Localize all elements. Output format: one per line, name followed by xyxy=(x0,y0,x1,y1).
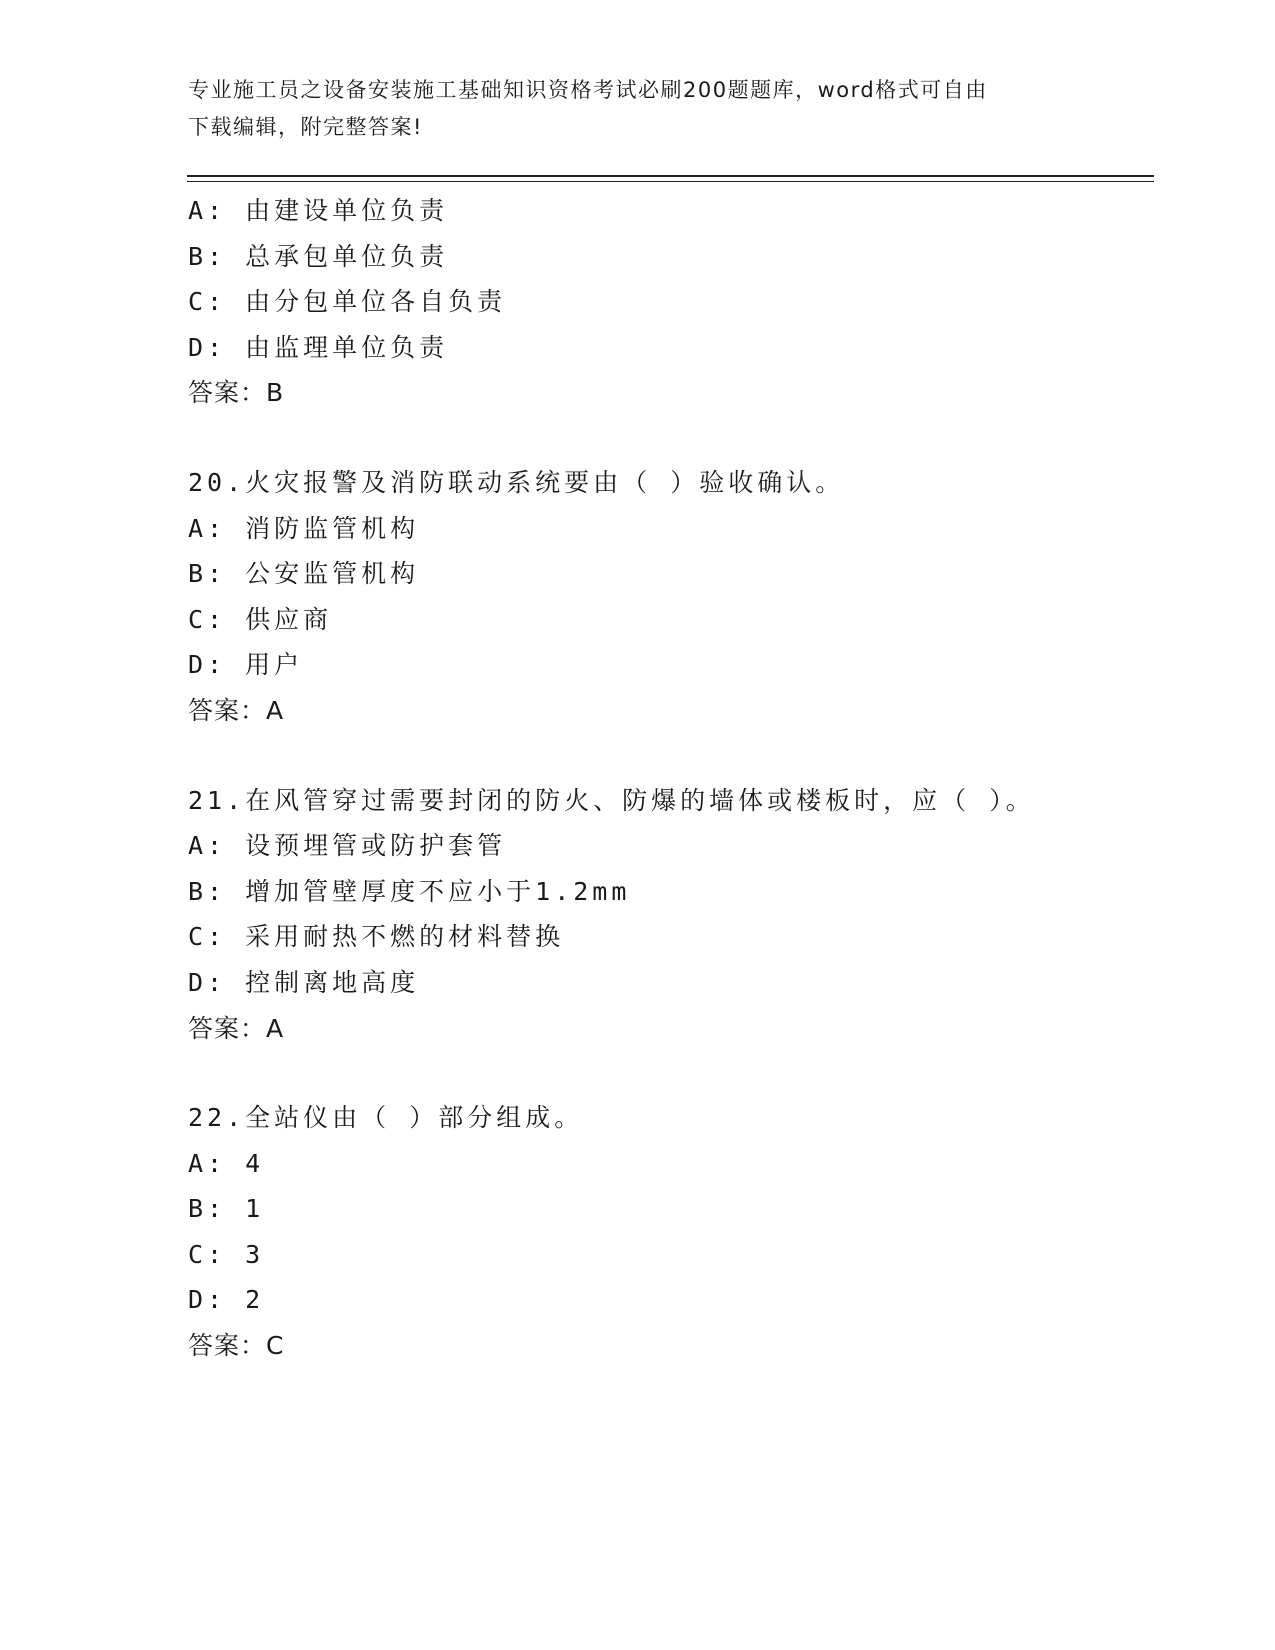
spacer xyxy=(188,734,1154,778)
question-19-block xyxy=(188,188,1154,416)
header-divider-thin xyxy=(187,181,1154,182)
header-line-2: 下载编辑，附完整答案! xyxy=(188,115,423,139)
option-d: D: 2 xyxy=(188,1285,265,1315)
option-c: C: 采用耐热不燃的材料替换 xyxy=(188,922,565,952)
question-22-block xyxy=(188,1095,1154,1369)
option-b: B: 1 xyxy=(188,1194,265,1224)
question-text: 20.火灾报警及消防联动系统要由（ ）验收确认。 xyxy=(188,467,845,497)
spacer xyxy=(188,1051,1154,1095)
option-a: A: 消防监管机构 xyxy=(188,513,420,543)
question-list xyxy=(188,188,1154,1369)
answer: 答案：A xyxy=(188,695,285,725)
option-c: C: 供应商 xyxy=(188,604,333,634)
header-divider-thick xyxy=(187,175,1154,177)
option-a: A: 由建设单位负责 xyxy=(188,196,449,225)
header-line-1: 专业施工员之设备安装施工基础知识资格考试必刷200题题库，word格式可自由 xyxy=(188,78,988,102)
question-text: 22.全站仪由（ ）部分组成。 xyxy=(188,1103,584,1133)
answer: 答案：B xyxy=(188,378,285,408)
option-b: B: 增加管壁厚度不应小于1.2mm xyxy=(188,876,631,906)
option-d: D: 用户 xyxy=(188,650,304,680)
document-header xyxy=(188,72,1078,146)
option-d: D: 控制离地高度 xyxy=(188,967,420,997)
answer: 答案：A xyxy=(188,1013,285,1043)
spacer xyxy=(188,416,1154,460)
option-c: C: 由分包单位各自负责 xyxy=(188,287,507,317)
option-b: B: 总承包单位负责 xyxy=(188,241,449,271)
option-d: D: 由监理单位负责 xyxy=(188,332,449,362)
option-b: B: 公安监管机构 xyxy=(188,559,420,589)
option-a: A: 设预埋管或防护套管 xyxy=(188,831,507,861)
question-21-block xyxy=(188,778,1154,1052)
answer: 答案：C xyxy=(188,1331,285,1361)
question-text: 21.在风管穿过需要封闭的防火、防爆的墙体或楼板时，应（ ）。 xyxy=(188,785,1035,815)
question-20-block xyxy=(188,460,1154,734)
option-a: A: 4 xyxy=(188,1148,265,1178)
option-c: C: 3 xyxy=(188,1239,265,1269)
